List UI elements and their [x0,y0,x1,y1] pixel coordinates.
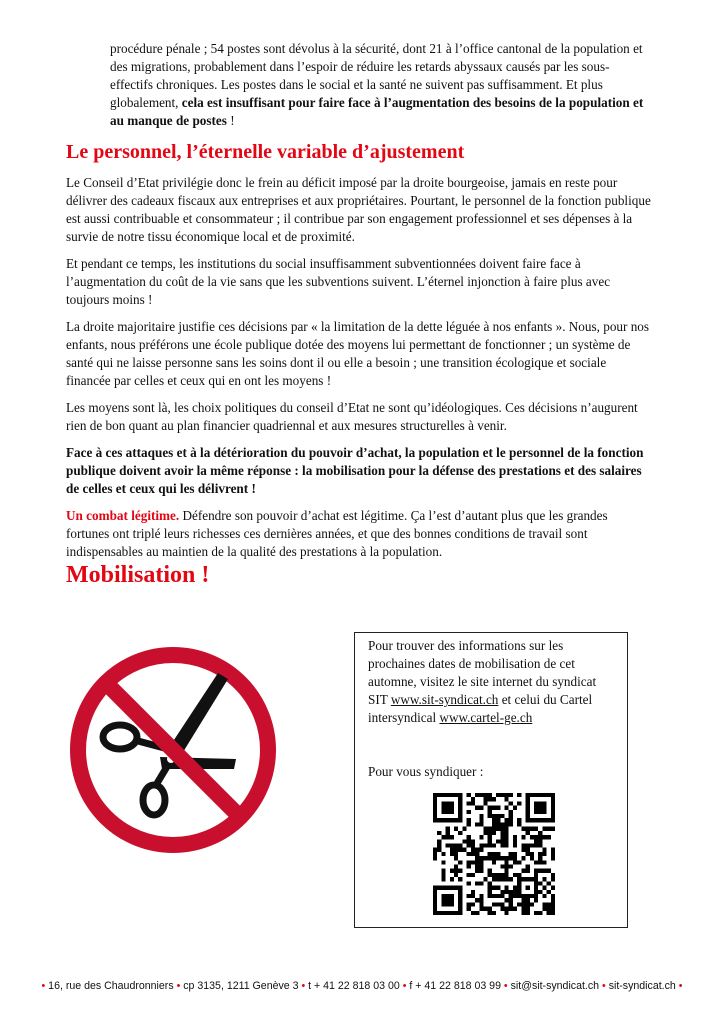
paragraph-4: Les moyens sont là, les choix politiques du conseil d’Etat ne sont qu’idéologiques. Ces décisions n’augurent rien de bon quant au plan financier quadriennal et aux mesures structurelles à venir. [66,400,638,433]
article-body [66,40,652,570]
intro-paragraph [66,40,652,130]
intro-bold-text: cela est insuffisant pour faire face à l’augmentation des besoins de la population et au manque de postes [110,95,644,128]
bullet-icon: • [176,980,181,992]
footer-phone: t + 41 22 818 03 00 [308,980,400,992]
combat-text: Défendre son pouvoir d’achat est légitime. Ça l’est d’autant plus que les grandes fortunes ont triplé leurs richesses ces dernières années, et que des bonnes conditions de travail sont indispensables au maintien de la qualité des prestations à la population. [66,508,608,559]
footer-address [0,980,724,992]
footer-postbox: cp 3135, 1211 Genève 3 [183,980,299,992]
paragraph-2: Et pendant ce temps, les institutions du social insuffisamment subventionnées doivent faire face à l’augmentation du coût de la vie sans que les subventions suivent. L’éternel injonction à faire plus avec toujours moins ! [66,256,611,307]
link-cartel[interactable]: www.cartel-ge.ch [439,710,533,725]
bullet-icon: • [503,980,508,992]
combat-lead: Un combat légitime. [66,508,180,523]
link-sit-syndicat[interactable]: www.sit-syndicat.ch [390,692,499,707]
footer-fax: f + 41 22 818 03 99 [409,980,501,992]
qr-code-icon[interactable] [433,793,555,915]
info-text [368,637,614,727]
footer-street: 16, rue des Chaudronniers [48,980,174,992]
intro-text: procédure pénale ; 54 postes sont dévolus à la sécurité, dont 21 à l’office cantonal de la population et des migrations, probablement dans l’espoir de réduire les retards abyssaux causés par les sous-effectifs chroniques. Les postes dans le social et la santé ne suivent pas suffisamment. Et plus globalement, [110,41,643,110]
mobilisation-heading: Mobilisation ! [66,562,210,588]
no-scissors-icon [68,645,278,855]
footer-email[interactable]: sit@sit-syndicat.ch [510,980,600,992]
paragraph-1: Le Conseil d’Etat privilégie donc le frein au déficit imposé par la droite bourgeoise, jamais en reste pour délivrer des cadeaux fiscaux aux entreprises et aux propriétaires. Pourtant, le personnel de la fonction publique est aussi contribuable et consommateur ; il contribue par son engagement professionnel et ses dépenses à la survie de notre tissu économique local et de proximité. [66,175,651,244]
section-heading: Le personnel, l’éternelle variable d’ajustement [66,141,465,163]
bold-paragraph-text: Face à ces attaques et à la détérioration du pouvoir d’achat, la population et le personnel de la fonction publique doivent avoir la même réponse : la mobilisation pour la défense des prestations et des salaires de celles et ceux qui les délivrent ! [66,445,644,496]
info-box [354,632,628,928]
bullet-icon: • [402,980,407,992]
footer-website[interactable]: sit-syndicat.ch [608,980,676,992]
info-text-a: Pour trouver des informations sur les prochaines dates de mobilisation de cet automne, visitez le site internet du syndicat SIT [368,638,597,707]
bullet-icon: • [678,980,683,992]
info-text-b: et celui du Cartel intersyndical [368,692,593,725]
combat-paragraph [66,507,652,561]
bullet-icon: • [41,980,46,992]
syndiquer-text: Pour vous syndiquer : [368,764,484,779]
bullet-icon: • [602,980,606,992]
intro-end: ! [226,113,235,128]
paragraph-3: La droite majoritaire justifie ces décisions par « la limitation de la dette léguée à nos enfants ». Nous, pour nos enfants, nous préférons une école publique dotée des moyens lui permettant de fonctionner ; un système de santé qui ne laisse personne sans les soins dont il ou elle a besoin ; une transition écologique et sociale financée par celles et ceux qui en ont les moyens ! [66,319,650,388]
bullet-icon: • [301,980,306,992]
bold-paragraph [66,444,652,498]
